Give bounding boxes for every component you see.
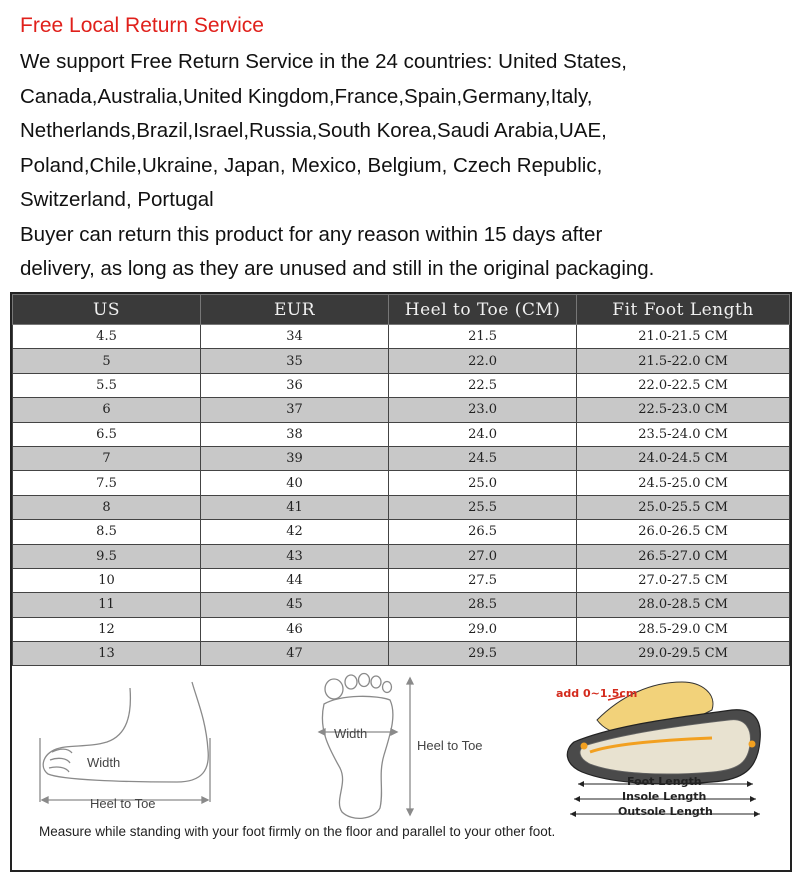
- size-row: [13, 617, 790, 641]
- fit-foot-length-cell: 23.5-24.0 CM: [577, 422, 790, 446]
- policy-line: Buyer can return this product for any reason within 15 days after: [20, 222, 603, 246]
- size-row: [13, 593, 790, 617]
- size-row: [13, 495, 790, 519]
- sole-length-label: Heel to Toe: [417, 738, 483, 753]
- fit-foot-length-cell: 21.0-21.5 CM: [577, 325, 790, 349]
- heel-to-toe-cell: 23.0: [389, 398, 577, 422]
- us-size-cell: 8: [13, 495, 201, 519]
- fit-foot-length-cell: 27.0-27.5 CM: [577, 568, 790, 592]
- size-row: [13, 349, 790, 373]
- fit-foot-length-cell: 28.0-28.5 CM: [577, 593, 790, 617]
- eur-size-cell: 39: [201, 446, 389, 470]
- eur-size-cell: 45: [201, 593, 389, 617]
- us-size-cell: 6.5: [13, 422, 201, 446]
- policy-line: Canada,Australia,United Kingdom,France,Spain,Germany,Italy,: [20, 84, 593, 108]
- return-service-heading: Free Local Return Service: [20, 14, 264, 37]
- us-size-cell: 8.5: [13, 520, 201, 544]
- foot-length-label: Foot Length: [627, 775, 702, 788]
- eur-size-cell: 43: [201, 544, 389, 568]
- eur-size-cell: 37: [201, 398, 389, 422]
- eur-size-cell: 41: [201, 495, 389, 519]
- heel-to-toe-cell: 28.5: [389, 593, 577, 617]
- size-row: [13, 568, 790, 592]
- heel-to-toe-cell: 27.0: [389, 544, 577, 568]
- fit-foot-length-cell: 26.0-26.5 CM: [577, 520, 790, 544]
- us-size-cell: 7.5: [13, 471, 201, 495]
- policy-line: delivery, as long as they are unused and still in the original packaging.: [20, 257, 655, 280]
- size-table-header: [13, 295, 790, 325]
- heel-to-toe-cell: 29.0: [389, 617, 577, 641]
- us-size-cell: 6: [13, 398, 201, 422]
- eur-size-cell: 36: [201, 373, 389, 397]
- policy-line: Netherlands,Brazil,Israel,Russia,South Korea,Saudi Arabia,UAE,: [20, 119, 607, 142]
- us-size-cell: 13: [13, 642, 201, 666]
- size-table-body: [13, 325, 790, 666]
- size-row: [13, 422, 790, 446]
- size-row: [13, 544, 790, 568]
- shoe-add-label: add 0~1.5cm: [556, 687, 638, 700]
- fit-foot-length-cell: 26.5-27.0 CM: [577, 544, 790, 568]
- heel-to-toe-cell: 24.0: [389, 422, 577, 446]
- heel-to-toe-cell: 24.5: [389, 446, 577, 470]
- size-row: [13, 398, 790, 422]
- policy-line: Poland,Chile,Ukraine, Japan, Mexico, Belgium, Czech Republic,: [20, 153, 603, 177]
- eur-size-cell: 42: [201, 520, 389, 544]
- fit-foot-length-cell: 28.5-29.0 CM: [577, 617, 790, 641]
- heel-to-toe-cell: 29.5: [389, 642, 577, 666]
- heel-to-toe-cell: 22.0: [389, 349, 577, 373]
- us-size-cell: 9.5: [13, 544, 201, 568]
- fit-foot-length-cell: 29.0-29.5 CM: [577, 642, 790, 666]
- eur-size-cell: 34: [201, 325, 389, 349]
- policy-line: Switzerland, Portugal: [20, 188, 214, 211]
- measurement-illustration: [10, 660, 792, 872]
- header-heel-to-toe: Heel to Toe (CM): [389, 295, 577, 325]
- size-row: [13, 325, 790, 349]
- fit-foot-length-cell: 24.5-25.0 CM: [577, 471, 790, 495]
- eur-size-cell: 44: [201, 568, 389, 592]
- fit-foot-length-cell: 22.0-22.5 CM: [577, 373, 790, 397]
- header-us: US: [13, 295, 201, 325]
- size-row: [13, 471, 790, 495]
- heel-to-toe-cell: 25.5: [389, 495, 577, 519]
- us-size-cell: 7: [13, 446, 201, 470]
- heel-to-toe-cell: 26.5: [389, 520, 577, 544]
- fit-foot-length-cell: 21.5-22.0 CM: [577, 349, 790, 373]
- eur-size-cell: 47: [201, 642, 389, 666]
- eur-size-cell: 46: [201, 617, 389, 641]
- size-row: [13, 446, 790, 470]
- return-policy-text: [20, 45, 790, 287]
- heel-to-toe-cell: 21.5: [389, 325, 577, 349]
- us-size-cell: 10: [13, 568, 201, 592]
- sole-foot-drawing: [319, 674, 413, 819]
- heel-to-toe-cell: 27.5: [389, 568, 577, 592]
- measurement-caption: Measure while standing with your foot firmly on the floor and parallel to your other foot.: [39, 824, 556, 839]
- side-foot-drawing: [40, 682, 210, 803]
- sole-width-label: Width: [334, 726, 368, 741]
- eur-size-cell: 35: [201, 349, 389, 373]
- us-size-cell: 12: [13, 617, 201, 641]
- header-fit-foot-length: Fit Foot Length: [577, 295, 790, 325]
- fit-foot-length-cell: 25.0-25.5 CM: [577, 495, 790, 519]
- outsole-length-label: Outsole Length: [618, 805, 713, 818]
- insole-length-label: Insole Length: [622, 790, 707, 803]
- us-size-cell: 4.5: [13, 325, 201, 349]
- fit-foot-length-cell: 24.0-24.5 CM: [577, 446, 790, 470]
- fit-foot-length-cell: 22.5-23.0 CM: [577, 398, 790, 422]
- header-eur: EUR: [201, 295, 389, 325]
- size-row: [13, 373, 790, 397]
- side-width-label: Width: [87, 755, 121, 770]
- us-size-cell: 11: [13, 593, 201, 617]
- eur-size-cell: 40: [201, 471, 389, 495]
- size-row: [13, 520, 790, 544]
- us-size-cell: 5: [13, 349, 201, 373]
- heel-to-toe-cell: 22.5: [389, 373, 577, 397]
- heel-to-toe-cell: 25.0: [389, 471, 577, 495]
- us-size-cell: 5.5: [13, 373, 201, 397]
- size-table: [12, 294, 790, 666]
- side-length-label: Heel to Toe: [90, 796, 156, 811]
- policy-line: We support Free Return Service in the 24 countries: United States,: [20, 50, 627, 73]
- size-chart: [10, 292, 792, 660]
- eur-size-cell: 38: [201, 422, 389, 446]
